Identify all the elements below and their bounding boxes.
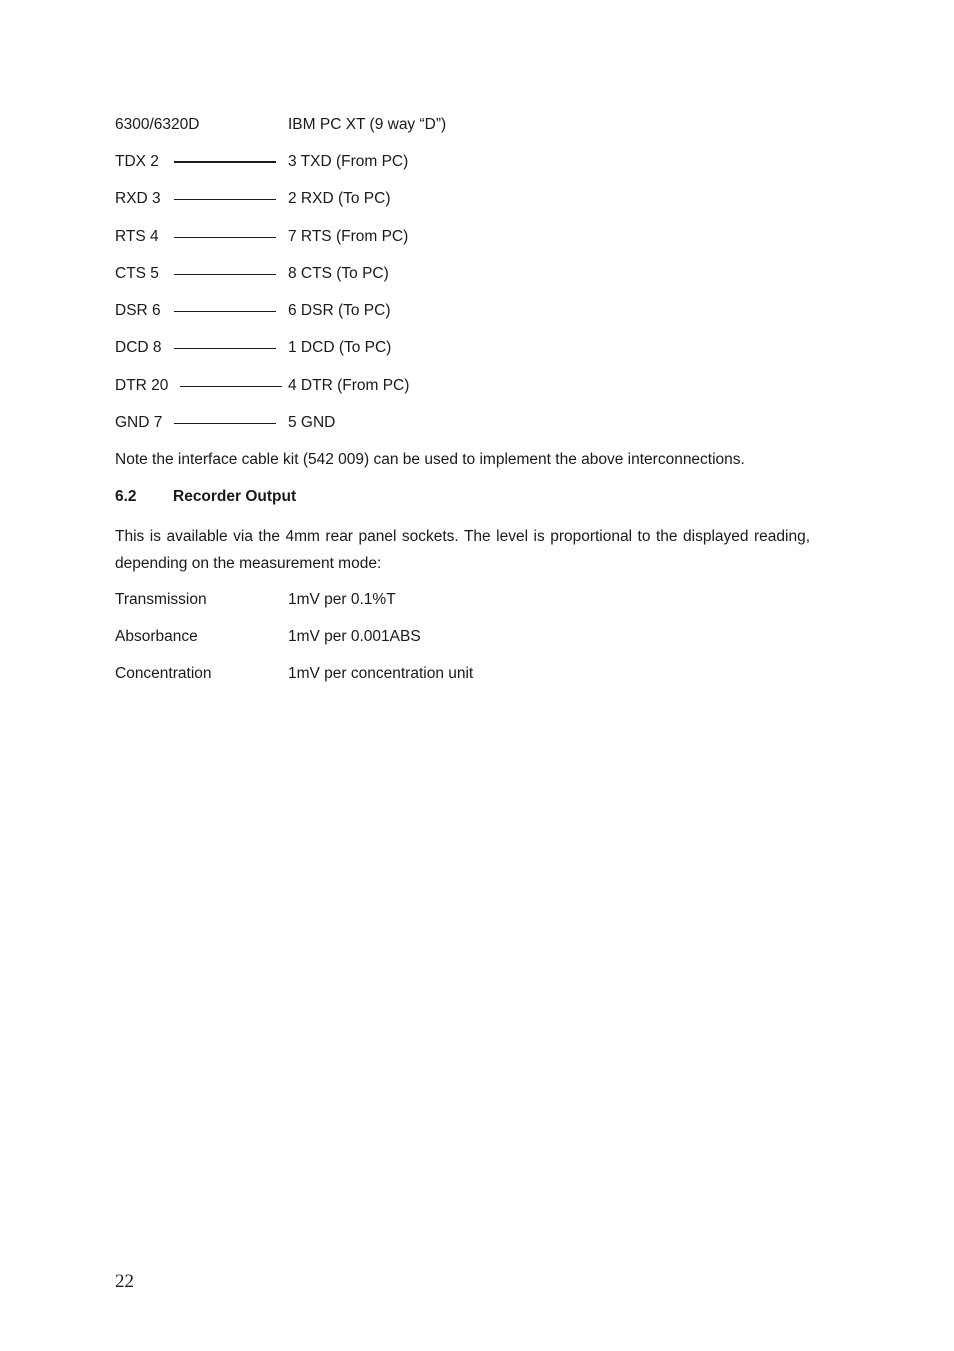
interface-note: Note the interface cable kit (542 009) can be used to implement the above interconnections. <box>115 451 745 468</box>
wiring-right-pin: 7 RTS (From PC) <box>288 228 409 245</box>
wiring-right-pin: 1 DCD (To PC) <box>288 339 392 356</box>
wire-line <box>174 237 276 238</box>
wiring-right-pin: 6 DSR (To PC) <box>288 302 391 319</box>
wire-line <box>174 199 276 200</box>
mode-name: Concentration <box>115 665 212 682</box>
wiring-right-pin: 3 TXD (From PC) <box>288 153 409 170</box>
wiring-left-pin: CTS 5 <box>115 265 159 282</box>
wiring-left-pin: RTS 4 <box>115 228 159 245</box>
section-paragraph: This is available via the 4mm rear panel sockets. The level is proportional to the displayed reading, depending on the measurement mode: <box>115 528 810 572</box>
wire-line <box>174 161 276 163</box>
mode-value: 1mV per 0.001ABS <box>288 628 421 645</box>
wiring-left-pin: GND 7 <box>115 414 163 431</box>
wiring-right-pin: 2 RXD (To PC) <box>288 190 391 207</box>
mode-name: Absorbance <box>115 628 198 645</box>
wiring-right-pin: 8 CTS (To PC) <box>288 265 389 282</box>
section-number: 6.2 <box>115 488 137 505</box>
mode-value: 1mV per concentration unit <box>288 665 474 682</box>
wiring-left-pin: DCD 8 <box>115 339 162 356</box>
mode-name: Transmission <box>115 591 207 608</box>
wiring-left-pin: DSR 6 <box>115 302 161 319</box>
wiring-right-pin: 4 DTR (From PC) <box>288 377 410 394</box>
mode-value: 1mV per 0.1%T <box>288 591 396 608</box>
wire-line <box>174 423 276 424</box>
wire-line <box>174 311 276 312</box>
page-number: 22 <box>115 1271 134 1292</box>
wire-line <box>180 386 282 387</box>
wiring-header-right: IBM PC XT (9 way “D”) <box>288 116 447 133</box>
wiring-left-pin: RXD 3 <box>115 190 161 207</box>
wiring-right-pin: 5 GND <box>288 414 336 431</box>
wiring-left-pin: DTR 20 <box>115 377 169 394</box>
section-title: Recorder Output <box>173 488 297 505</box>
wire-line <box>174 274 276 275</box>
wiring-header-left: 6300/6320D <box>115 116 200 133</box>
wiring-left-pin: TDX 2 <box>115 153 159 170</box>
wire-line <box>174 348 276 349</box>
